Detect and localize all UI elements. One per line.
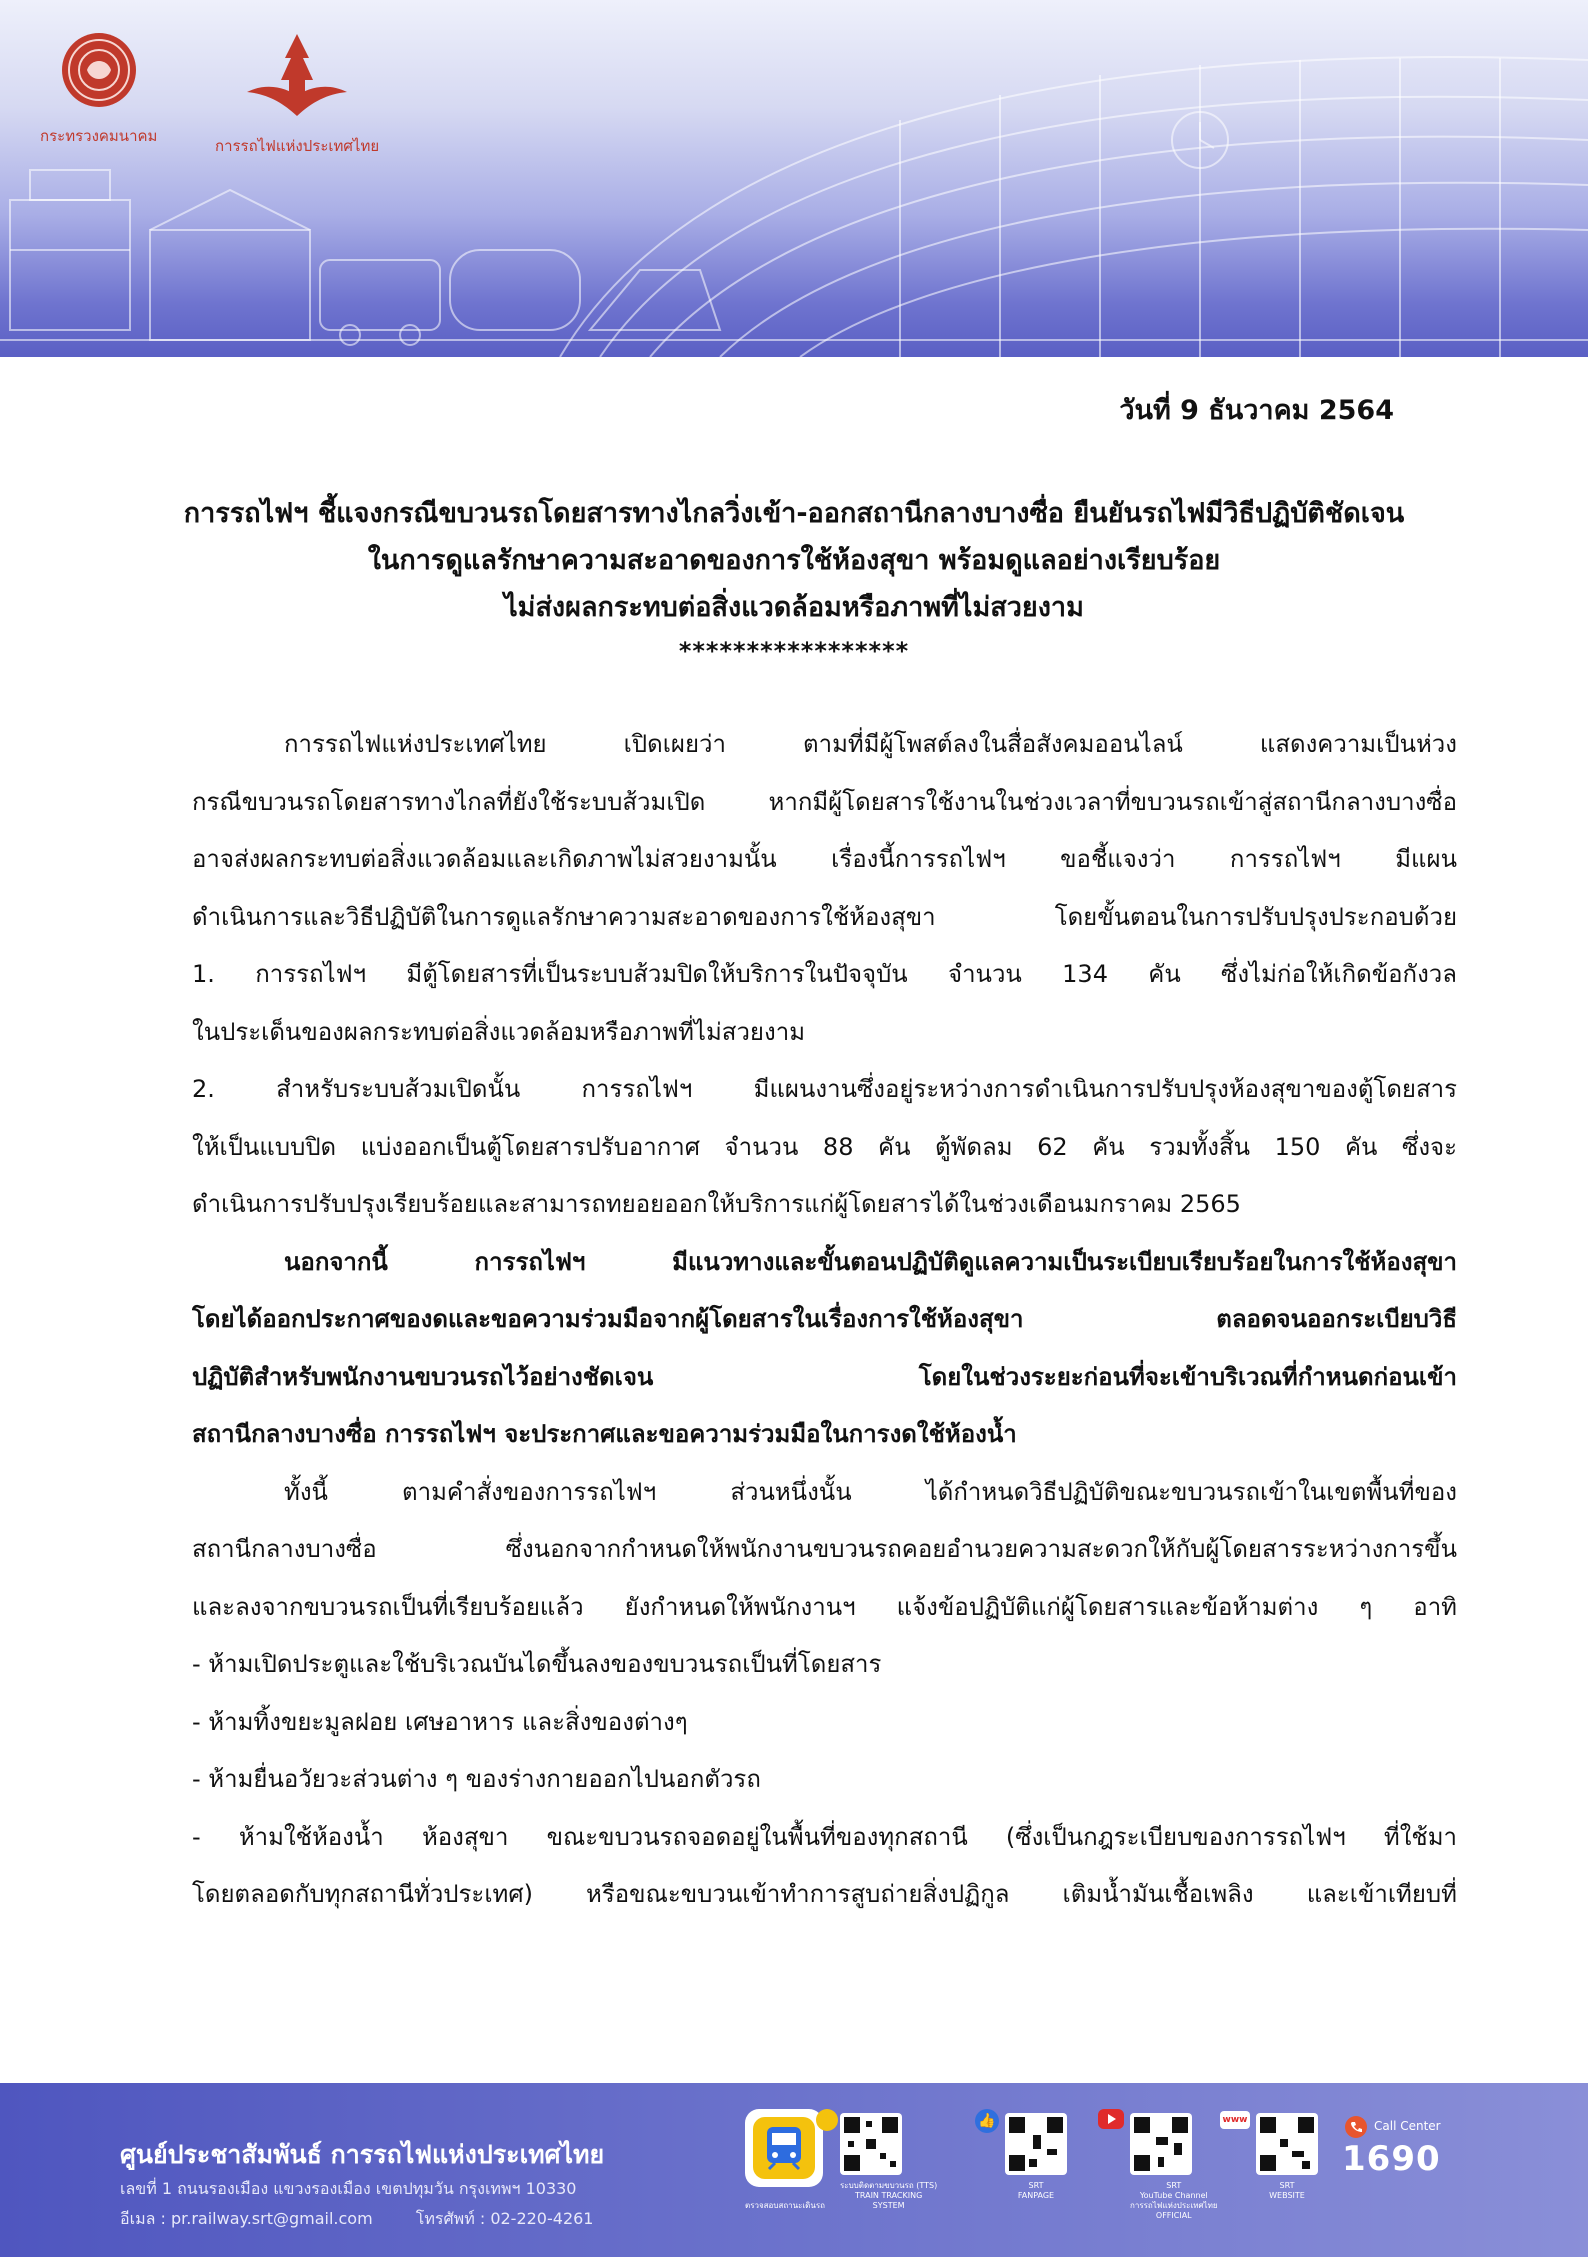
body-line: โดยได้ออกประกาศของดและขอความร่วมมือจากผู้โดยสารในเรื่องการใช้ห้องสุขา ตลอดจนออกระเบียบวิธี: [192, 1305, 1457, 1333]
qr-youtube[interactable]: [1130, 2113, 1218, 2221]
body-line: - ห้ามเปิดประตูและใช้บริเวณบันไดขึ้นลงของขบวนรถเป็นที่โดยสาร: [192, 1650, 882, 1678]
youtube-icon: [1098, 2109, 1124, 2129]
footer-phone: โทรศัพท์ : 02-220-4261: [415, 2209, 594, 2228]
srt-emblem-icon: [237, 30, 357, 120]
qr-caption: SRT YouTube Channel การรถไฟแห่งประเทศไทย OFFICIAL: [1130, 2181, 1218, 2220]
body-line: ทั้งนี้ ตามคำสั่งของการรถไฟฯ ส่วนหนึ่งนั้น ได้กำหนดวิธีปฏิบัติขณะขบวนรถเข้าในเขตพื้นที่ของ: [284, 1477, 1457, 1506]
qr-code: [840, 2113, 902, 2175]
title-separator: *****************: [678, 637, 910, 665]
srt-logo: [215, 30, 379, 158]
qr-caption: SRT FANPAGE: [1017, 2181, 1055, 2200]
footer-org-name: ศูนย์ประชาสัมพันธ์ การรถไฟแห่งประเทศไทย: [120, 2140, 605, 2169]
body-line: ในประเด็นของผลกระทบต่อสิ่งแวดล้อมหรือภาพที่ไม่สวยงาม: [192, 1017, 806, 1046]
body-line: ดำเนินการและวิธีปฏิบัติในการดูแลรักษาความสะอาดของการใช้ห้องสุขา โดยขั้นตอนในการปรับปรุงประกอบด้วย: [192, 902, 1457, 931]
title-line: การรถไฟฯ ชี้แจงกรณีขบวนรถโดยสารทางไกลวิ่งเข้า-ออกสถานีกลางบางซื่อ ยืนยันรถไฟมีวิธีปฏิบัติชัดเจน: [183, 498, 1405, 529]
qr-code: [1005, 2113, 1067, 2175]
body-line: นอกจากนี้ การรถไฟฯ มีแนวทางและขั้นตอนปฏิบัติดูแลความเป็นระเบียบเรียบร้อยในการใช้ห้องสุขา: [284, 1247, 1457, 1276]
footer-address: เลขที่ 1 ถนนรองเมือง แขวงรองเมือง เขตปทุมวัน กรุงเทพฯ 10330: [120, 2179, 577, 2198]
qr-caption: ระบบติดตามขบวนรถ (TTS) TRAIN TRACKING SYSTEM: [840, 2181, 938, 2210]
document-date: วันที่ 9 ธันวาคม 2564: [1119, 395, 1394, 426]
qr-website[interactable]: [1222, 2113, 1318, 2201]
qr-caption: SRT WEBSITE: [1269, 2181, 1305, 2200]
ministry-logo-caption: กระทรวงคมนาคม: [40, 127, 158, 145]
body-line: การรถไฟแห่งประเทศไทย เปิดเผยว่า ตามที่มีผู้โพสต์ลงในสื่อสังคมออนไลน์ แสดงความเป็นห่วง: [284, 730, 1457, 758]
title-line: ไม่ส่งผลกระทบต่อสิ่งแวดล้อมหรือภาพที่ไม่สวยงาม: [504, 592, 1084, 623]
train-tracking-icon: [816, 2109, 838, 2131]
body-line: อาจส่งผลกระทบต่อสิ่งแวดล้อมและเกิดภาพไม่สวยงามนั้น เรื่องนี้การรถไฟฯ ขอชี้แจงว่า การรถไฟฯ มีแผน: [192, 845, 1457, 873]
body-line: 2. สำหรับระบบส้วมเปิดนั้น การรถไฟฯ มีแผนงานซึ่งอยู่ระหว่างการดำเนินการปรับปรุงห้องสุขาของตู้โดยสาร: [192, 1075, 1457, 1103]
body-line: - ห้ามทิ้งขยะมูลฝอย เศษอาหาร และสิ่งของต่างๆ: [192, 1707, 688, 1736]
ministry-seal-icon: [59, 30, 139, 110]
qr-code: [1256, 2113, 1318, 2175]
app-caption: ตรวจสอบสถานะเดินรถ: [745, 2201, 825, 2210]
train-status-app-icon[interactable]: [745, 2109, 823, 2187]
call-center-label: Call Center: [1374, 2119, 1441, 2133]
ministry-logo: [40, 30, 157, 148]
www-icon: www: [1220, 2111, 1250, 2129]
body-line: กรณีขบวนรถโดยสารทางไกลที่ยังใช้ระบบส้วมเปิด หากมีผู้โดยสารใช้งานในช่วงเวลาที่ขบวนรถเข้าสู่สถานีกลางบางซื่อ: [192, 787, 1457, 816]
body-line: โดยตลอดกับทุกสถานีทั่วประเทศ) หรือขณะขบวนเข้าทำการสูบถ่ายสิ่งปฏิกูล เติมน้ำมันเชื้อเพลิง และเข้าเทียบที่: [192, 1880, 1457, 1908]
body-line: สถานีกลางบางซื่อ ซึ่งนอกจากกำหนดให้พนักงานขบวนรถคอยอำนวยความสะดวกให้กับผู้โดยสารระหว่างการขึ้น: [192, 1535, 1457, 1563]
footer-contact: [120, 2207, 631, 2232]
body-line: สถานีกลางบางซื่อ การรถไฟฯ จะประกาศและขอความร่วมมือในการงดใช้ห้องน้ำ: [192, 1420, 1017, 1448]
document-title: [130, 490, 1458, 671]
body-line: ปฏิบัติสำหรับพนักงานขบวนรถไว้อย่างชัดเจน โดยในช่วงระยะก่อนที่จะเข้าบริเวณที่กำหนดก่อนเข้า: [192, 1362, 1457, 1391]
page-footer: [0, 2083, 1588, 2257]
like-icon: 👍: [975, 2109, 999, 2133]
body-line: - ห้ามใช้ห้องน้ำ ห้องสุขา ขณะขบวนรถจอดอยู่ในพื้นที่ของทุกสถานี (ซึ่งเป็นกฎระเบียบของการรถไฟฯ ที่ใช้มา: [192, 1822, 1457, 1851]
body-line: 1. การรถไฟฯ มีตู้โดยสารที่เป็นระบบส้วมปิดให้บริการในปัจจุบัน จำนวน 134 คัน ซึ่งไม่ก่อให้เกิดข้อกังวล: [192, 960, 1457, 988]
phone-icon: [1344, 2115, 1368, 2139]
body-line: ให้เป็นแบบปิด แบ่งออกเป็นตู้โดยสารปรับอากาศ จำนวน 88 คัน ตู้พัดลม 62 คัน รวมทั้งสิ้น 150 คัน ซึ่งจะ: [192, 1132, 1457, 1161]
body-line: และลงจากขบวนรถเป็นที่เรียบร้อยแล้ว ยังกำหนดให้พนักงานฯ แจ้งข้อปฏิบัติแก่ผู้โดยสารและข้อห้ามต่าง ๆ อาทิ: [192, 1592, 1457, 1621]
call-center-number: 1690: [1342, 2139, 1441, 2179]
call-center[interactable]: [1342, 2119, 1441, 2179]
footer-email: อีเมล : pr.railway.srt@gmail.com: [120, 2209, 373, 2228]
qr-code: [1130, 2113, 1192, 2175]
qr-fanpage[interactable]: [978, 2113, 1067, 2201]
page-header-banner: [0, 0, 1588, 357]
qr-train-tracking[interactable]: [840, 2113, 937, 2211]
body-line: ดำเนินการปรับปรุงเรียบร้อยและสามารถทยอยออกให้บริการแก่ผู้โดยสารได้ในช่วงเดือนมกราคม 2565: [192, 1190, 1241, 1218]
body-line: - ห้ามยื่นอวัยวะส่วนต่าง ๆ ของร่างกายออกไปนอกตัวรถ: [192, 1765, 761, 1793]
document-body: [192, 716, 1457, 1924]
title-line: ในการดูแลรักษาความสะอาดของการใช้ห้องสุขา พร้อมดูแลอย่างเรียบร้อย: [367, 545, 1221, 576]
srt-logo-caption: การรถไฟแห่งประเทศไทย: [215, 137, 380, 155]
